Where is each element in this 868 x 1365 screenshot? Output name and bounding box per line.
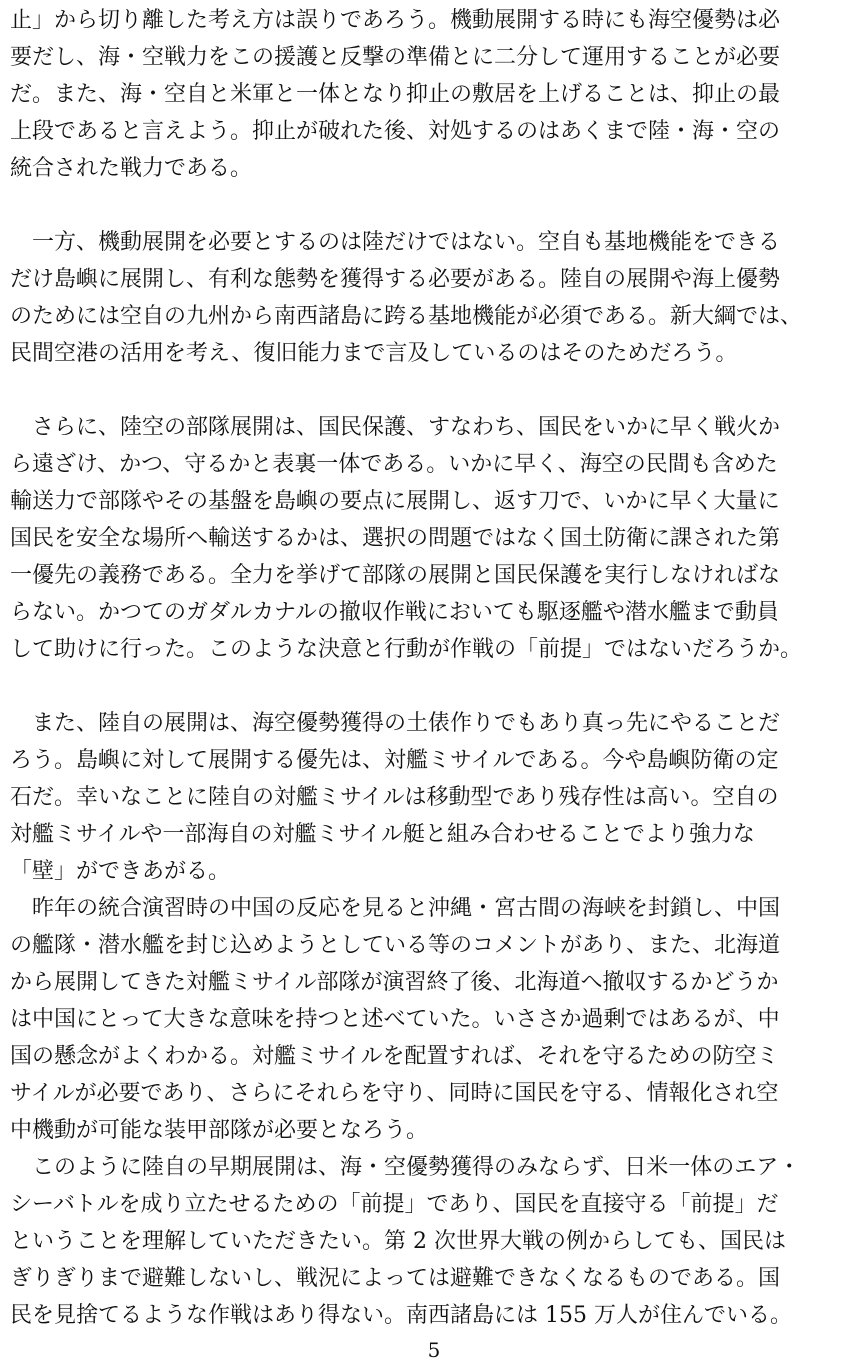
text-line: 統合された戦力である。 [10,156,253,181]
paragraph-gap [10,187,858,224]
paragraph-4 [10,705,858,1334]
text-line: して助けに行った。このような決意と行動が作戦の「前提」ではないだろうか。 [10,637,803,662]
text-line: は中国にとって大きな意味を持つと述べていた。いささか過剰ではあるが、中 [10,1007,780,1032]
text-line: さらに、陸空の部隊展開は、国民保護、すなわち、国民をいかに早く戦火か [10,415,781,440]
text-line: 一優先の義務である。全力を挙げて部隊の展開と国民保護を実行しなければな [10,563,781,588]
text-line: 中機動が可能な装甲部隊が必要となろう。 [10,1118,429,1143]
text-line: 国の懸念がよくわかる。対艦ミサイルを配置すれば、それを守るための防空ミ [10,1044,779,1069]
document-page [10,0,858,1334]
text-line: だけ島嶼に展開し、有利な態勢を獲得する必要がある。陸自の展開や海上優勢 [10,267,781,292]
text-line: ということを理解していただきたい。第 2 次世界大戦の例からしても、国民は [10,1229,786,1254]
text-line: 上段であると言えよう。抑止が破れた後、対処するのはあくまで陸・海・空の [10,119,781,144]
text-line: の艦隊・潜水艦を封じ込めようとしている等のコメントがあり、また、北海道 [10,933,781,958]
paragraph-gap [10,372,858,409]
text-line: 対艦ミサイルや一部海自の対艦ミサイル艇と組み合わせることでより強力な [10,822,755,847]
text-line: 一方、機動展開を必要とするのは陸だけではない。空自も基地機能をできる [10,230,781,255]
text-line: 昨年の統合演習時の中国の反応を見ると沖縄・宮古間の海峡を封鎖し、中国 [10,896,781,921]
text-line: 国民を安全な場所へ輸送するかは、選択の問題ではなく国土防衛に課された第 [10,526,781,551]
text-line: だ。また、海・空自と米軍と一体となり抑止の敷居を上げることは、抑止の最 [10,82,781,107]
text-line: 要だし、海・空戦力をこの援護と反撃の準備とに二分して運用することが必要 [10,45,781,70]
text-line: また、陸自の展開は、海空優勢獲得の土俵作りでもあり真っ先にやることだ [10,711,781,736]
text-line: のためには空自の九州から南西諸島に跨る基地機能が必須である。新大綱では、 [10,304,803,329]
text-line: ろう。島嶼に対して展開する優先は、対艦ミサイルである。今や島嶼防衛の定 [10,748,779,773]
text-line: ら遠ざけ、かつ、守るかと表裏一体である。いかに早く、海空の民間も含めた [10,452,778,477]
text-line: ぎりぎりまで避難しないし、戦況によっては避難できなくなるものである。国 [10,1266,781,1291]
text-line: サイルが必要であり、さらにそれらを守り、同時に国民を守る、情報化され空 [10,1081,779,1106]
page-number: 5 [427,1338,441,1362]
text-line: らない。かつてのガダルカナルの撤収作戦においても駆逐艦や潜水艦まで動員 [10,600,779,625]
text-line: このように陸自の早期展開は、海・空優勢獲得のみならず、日米一体のエア・ [10,1155,801,1180]
paragraph-2 [10,224,858,372]
paragraph-gap [10,668,858,705]
paragraph-1 [10,2,858,187]
text-line: 輸送力で部隊やその基盤を島嶼の要点に展開し、返す刀で、いかに早く大量に [10,489,780,514]
text-line: 石だ。幸いなことに陸自の対艦ミサイルは移動型であり残存性は高い。空自の [10,785,779,810]
paragraph-3 [10,409,858,668]
text-line: 「壁」ができあがる。 [10,859,231,884]
text-line: から展開してきた対艦ミサイル部隊が演習終了後、北海道へ撤収するかどうか [10,970,779,995]
text-line: 民間空港の活用を考え、復旧能力まで言及しているのはそのためだろう。 [10,341,738,366]
text-line: 民を見捨てるような作戦はあり得ない。南西諸島には 155 万人が住んでいる。 [10,1303,792,1328]
text-line: 止」から切り離した考え方は誤りであろう。機動展開する時にも海空優勢は必 [10,8,781,33]
text-line: シーバトルを成り立たせるための「前提」であり、国民を直接守る「前提」だ [10,1192,779,1217]
